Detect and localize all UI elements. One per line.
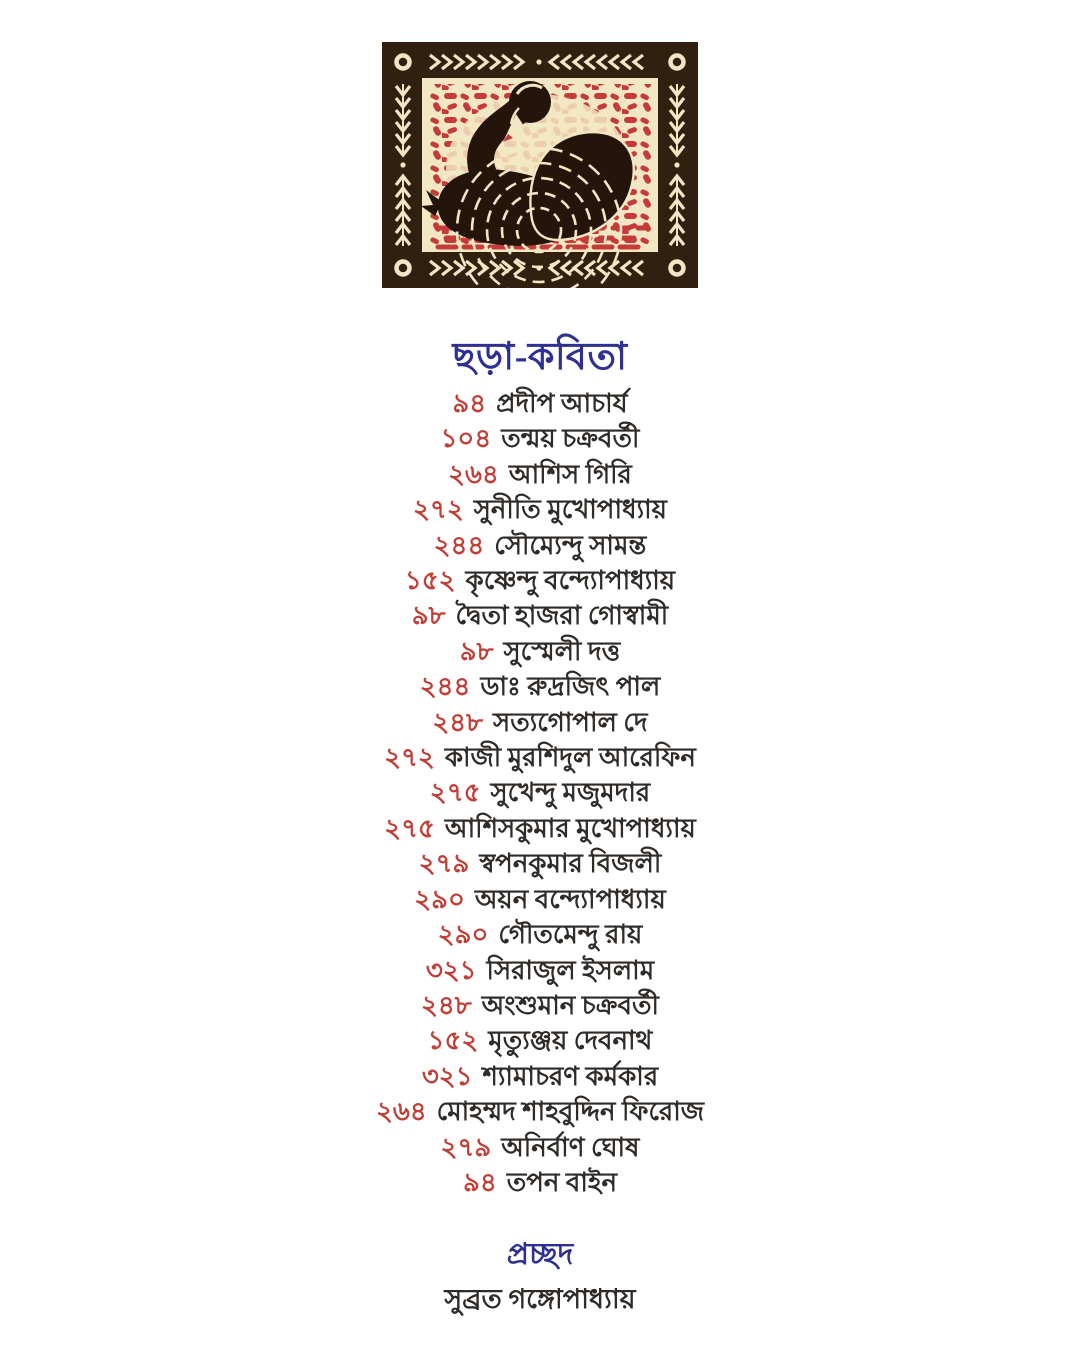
entry-author: সুখেন্দু মজুমদার bbox=[490, 778, 651, 808]
entry-page-number: ২৬৪ bbox=[448, 459, 499, 489]
swan-emblem-graphic bbox=[382, 42, 698, 288]
entry-author: অনির্বাণ ঘোষ bbox=[501, 1132, 640, 1162]
toc-entry bbox=[384, 811, 696, 846]
entry-author: সুস্মেলী দত্ত bbox=[503, 636, 621, 666]
section-title: ছড়া-কবিতা bbox=[452, 336, 628, 378]
toc-list bbox=[376, 386, 704, 1200]
toc-entry bbox=[405, 563, 675, 598]
entry-author: দ্বৈতা হাজরা গোস্বামী bbox=[455, 601, 669, 631]
entry-author: প্রদীপ আচার্য bbox=[496, 389, 628, 418]
cover-section-title: প্রচ্ছদ bbox=[506, 1238, 574, 1272]
toc-entry bbox=[460, 634, 621, 669]
toc-entry bbox=[428, 1023, 653, 1058]
toc-entry bbox=[413, 492, 667, 527]
black-swan-woodcut-emblem bbox=[382, 42, 698, 288]
entry-author: ডাঃ রুদ্রজিৎ পাল bbox=[480, 672, 661, 702]
entry-page-number: ২৯০ bbox=[437, 920, 489, 950]
toc-entry bbox=[441, 421, 640, 456]
entry-page-number: ২৭২ bbox=[413, 495, 464, 525]
toc-entry bbox=[438, 917, 643, 952]
entry-author: কৃষ্ণেন্দু বন্দ্যোপাধ্যায় bbox=[465, 566, 676, 596]
entry-author: তপন বাইন bbox=[506, 1167, 617, 1197]
entry-author: মোহম্মদ শাহবুদ্দিন ফিরোজ bbox=[436, 1097, 705, 1127]
toc-entry bbox=[441, 1130, 640, 1165]
toc-entry bbox=[422, 1059, 658, 1094]
toc-entry bbox=[420, 669, 661, 704]
toc-entry bbox=[412, 598, 668, 633]
toc-entry bbox=[434, 528, 647, 563]
toc-entry bbox=[421, 988, 659, 1023]
entry-author: আশিস গিরি bbox=[508, 459, 632, 489]
toc-entry bbox=[463, 1165, 617, 1200]
toc-entry bbox=[384, 740, 696, 775]
entry-page-number: ২৭৯ bbox=[418, 849, 470, 879]
entry-page-number: ২৪৪ bbox=[419, 672, 471, 702]
toc-entry bbox=[452, 386, 627, 421]
entry-author: সৌম্যেন্দু সামন্ত bbox=[494, 530, 647, 560]
entry-page-number: ২৯০ bbox=[414, 884, 465, 914]
entry-author: কাজী মুরশিদুল আরেফিন bbox=[444, 743, 696, 773]
toc-entry bbox=[414, 882, 666, 917]
cover-artist-name: সুব্রত গঙ্গোপাধ্যায় bbox=[444, 1284, 636, 1315]
entry-page-number: ৯৮ bbox=[459, 636, 494, 666]
entry-author: মৃত্যুঞ্জয় দেবনাথ bbox=[488, 1026, 653, 1056]
entry-author: অয়ন বন্দ্যোপাধ্যায় bbox=[474, 884, 666, 914]
toc-entry bbox=[419, 846, 662, 881]
entry-page-number: ১৫২ bbox=[404, 566, 456, 596]
entry-page-number: ৯৪ bbox=[463, 1167, 497, 1197]
entry-page-number: ৯৮ bbox=[411, 601, 446, 631]
footer bbox=[444, 1238, 635, 1324]
entry-author: গৌতমেন্দু রায় bbox=[498, 920, 643, 950]
entry-author: আশিসকুমার মুখোপাধ্যায় bbox=[444, 813, 696, 843]
entry-page-number: ২৪৮ bbox=[432, 707, 484, 737]
entry-page-number: ৩২১ bbox=[421, 1061, 473, 1091]
entry-author: স্বপনকুমার বিজলী bbox=[479, 849, 662, 879]
entry-page-number: ২৭২ bbox=[384, 743, 435, 773]
entry-page-number: ৯৪ bbox=[452, 389, 487, 418]
entry-page-number: ২৭৫ bbox=[429, 778, 481, 808]
entry-author: শ্যামাচরণ কর্মকার bbox=[482, 1061, 659, 1091]
entry-author: সুনীতি মুখোপাধ্যায় bbox=[473, 495, 667, 525]
toc-entry bbox=[432, 705, 647, 740]
entry-page-number: ২৪৪ bbox=[433, 530, 485, 560]
entry-page-number: ৩২১ bbox=[425, 955, 477, 985]
entry-author: সত্যগোপাল দে bbox=[493, 707, 648, 737]
entry-author: অংশুমান চক্রবর্তী bbox=[481, 990, 659, 1020]
entry-author: তন্ময় চক্রবর্তী bbox=[501, 424, 640, 454]
entry-page-number: ২৭৫ bbox=[384, 813, 435, 843]
entry-author: সিরাজুল ইসলাম bbox=[486, 955, 655, 985]
entry-page-number: ২৬৪ bbox=[375, 1097, 427, 1127]
entry-page-number: ১০৪ bbox=[440, 424, 492, 454]
toc-entry bbox=[448, 457, 632, 492]
toc-entry bbox=[376, 1094, 704, 1129]
entry-page-number: ২৭৯ bbox=[440, 1132, 492, 1162]
toc-entry bbox=[430, 775, 650, 810]
entry-page-number: ২৪৮ bbox=[421, 990, 472, 1020]
toc-entry bbox=[426, 953, 654, 988]
entry-page-number: ১৫২ bbox=[427, 1026, 479, 1056]
